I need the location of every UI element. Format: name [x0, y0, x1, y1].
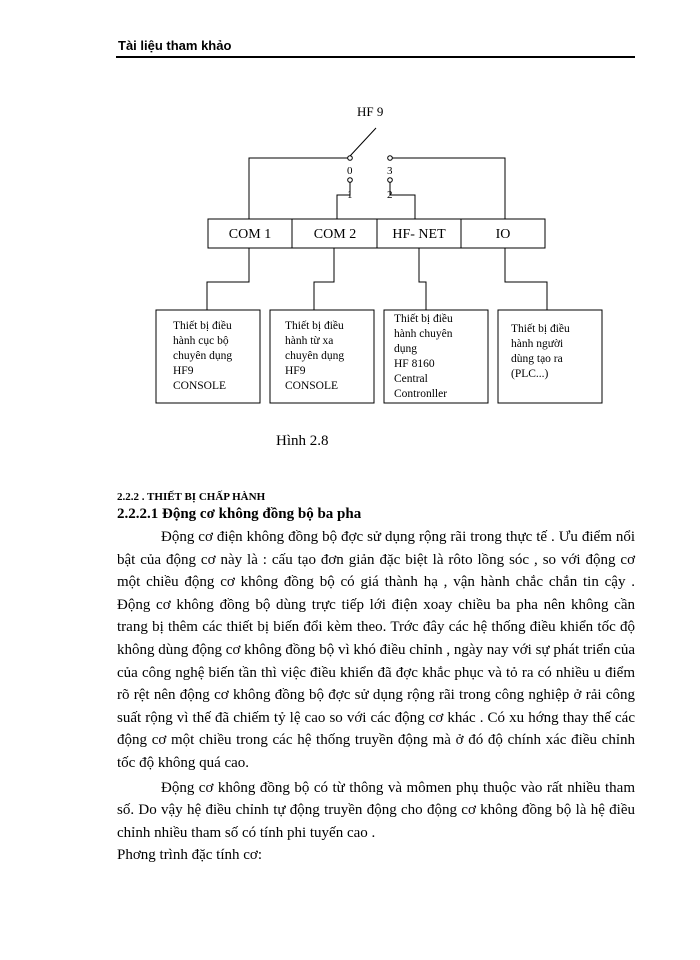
wire-2-hfnet [390, 182, 415, 219]
position-label-2: 2 [387, 189, 393, 201]
port-label-hfnet: HF- NET [392, 227, 446, 242]
device-3-line: Contronller [394, 388, 448, 400]
link-com2-device2 [314, 248, 334, 310]
wire-3-io [392, 158, 505, 219]
device-2-line: HF9 [285, 365, 306, 377]
device-4-line: Thiết bị điều [511, 323, 570, 335]
device-2-line: Thiết bị điều [285, 320, 344, 332]
link-io-device4 [505, 248, 547, 310]
wire-0-com1 [249, 158, 348, 219]
device-2-line: chuyên dụng [285, 350, 345, 362]
device-3-line: hành chuyên [394, 328, 453, 340]
switch-contact-1 [348, 178, 353, 183]
position-label-3: 3 [387, 165, 393, 177]
port-label-io: IO [495, 227, 511, 242]
section-heading-small: 2.2.2 . THIẾT BỊ CHẤP HÀNH [117, 491, 266, 503]
switch-contact-3 [388, 156, 393, 161]
paragraph-2: Động cơ không đồng bộ có từ thông và mômen phụ thuộc vào rất nhiều tham số. Do vậy hệ điều chỉnh tự động truyền động cho động cơ không đồng bộ là hệ điều chỉnh nhiều tham số có tính phi tuyến cao . [117, 779, 635, 841]
device-1-line: Thiết bị điều [173, 320, 232, 332]
device-3-line: HF 8160 [394, 358, 435, 370]
device-4-line: dùng tạo ra [511, 353, 563, 365]
switch-contact-2 [388, 178, 393, 183]
paragraph-1: Động cơ điện không đồng bộ đợc sử dụng rộng rãi trong thực tế . Ưu điểm nổi bật của động cơ này là : cấu tạo đơn giản đặc biệt là rôto lồng sóc , so với động cơ một chiều động cơ không đồng bộ có giá thành hạ , vận hành chắc chắn tin cậy . Động cơ không đồng bộ dùng trực tiếp lới điện xoay chiều ba pha nên không cần trang bị thêm các thiết bị biến đổi kèm theo. Trớc đây các hệ thống điều khiển tốc độ không dùng động cơ không đồng bộ vì khó điều chỉnh , ngày nay với sự phát triển của của công nghệ biến tần thì việc điều khiển đã đợc khắc phục và tỏ ra có nhiều u điểm rõ rệt nên động cơ không đồng bộ đợc sử dụng rộng rãi trong công nghiệp ở rải công suất rộng vì thế đã chiếm tỷ lệ cao so với các động cơ khác . Có xu hớng thay thế các động cơ một chiều trong các hệ thống truyền động mà ở đó độ chính xác điều chỉnh tốc độ không quá cao. [117, 529, 635, 771]
figure-caption: Hình 2.8 [276, 433, 329, 449]
port-label-com2: COM 2 [313, 227, 357, 242]
section-heading: 2.2.2.1 Động cơ không đồng bộ ba pha [117, 506, 362, 522]
hf9-connection-diagram [0, 0, 700, 430]
device-3-line: dụng [394, 343, 417, 355]
device-3-line: Central [394, 373, 428, 385]
device-2-line: CONSOLE [285, 380, 339, 392]
switch-contact-0 [348, 156, 353, 161]
device-1-line: hành cục bộ [173, 335, 229, 347]
position-label-0: 0 [347, 165, 353, 177]
body-text [117, 526, 635, 867]
device-4-line: (PLC...) [511, 368, 549, 380]
device-1-line: HF9 [173, 365, 194, 377]
paragraph-3: Phơng trình đặc tính cơ: [117, 847, 263, 864]
device-4-line: hành người [511, 338, 564, 350]
switch-lever [350, 128, 376, 156]
device-2-line: hành từ xa [285, 335, 334, 347]
device-1-line: chuyên dụng [173, 350, 233, 362]
link-com1-device1 [207, 248, 249, 310]
device-1-line: CONSOLE [173, 380, 227, 392]
port-label-com1: COM 1 [228, 227, 272, 242]
position-label-1: 1 [347, 189, 353, 201]
page-header: Tài liệu tham khảo [118, 38, 232, 53]
device-3-line: Thiết bị điều [394, 313, 453, 325]
link-hfnet-device3 [419, 248, 426, 310]
switch-label: HF 9 [357, 104, 384, 119]
